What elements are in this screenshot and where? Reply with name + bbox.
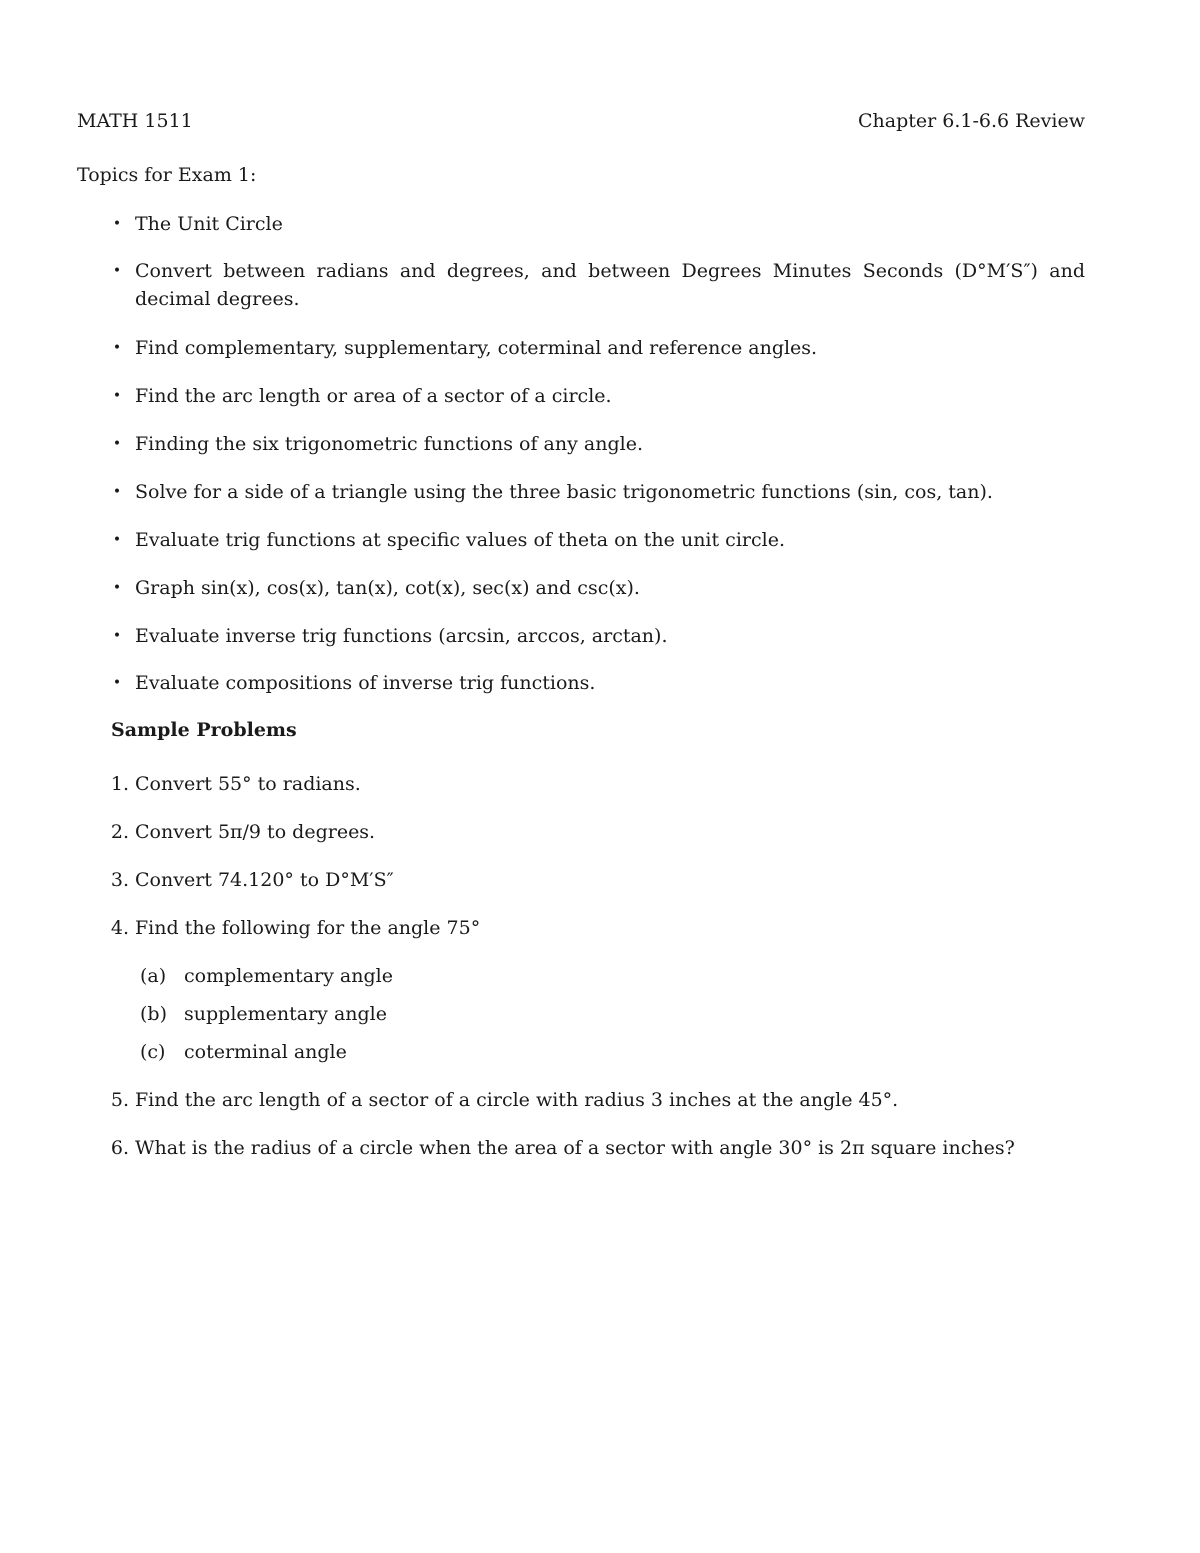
- subproblem-text: complementary angle: [184, 965, 393, 987]
- problem-number: 1.: [110, 773, 129, 795]
- topic-item: [112, 622, 1085, 650]
- topic-item: [112, 257, 1085, 313]
- topic-text: Find the arc length or area of a sector of a circle.: [135, 385, 612, 407]
- topic-text: Graph sin(x), cos(x), tan(x), cot(x), sec(x) and csc(x).: [135, 577, 640, 599]
- problem-item: [110, 771, 1085, 797]
- subproblem-label: (a): [140, 965, 167, 987]
- topic-text: Evaluate compositions of inverse trig functions.: [135, 672, 596, 694]
- topic-item: [112, 478, 1085, 506]
- problem-item: [110, 1087, 1085, 1113]
- problem-text: Convert 74.120° to D°M′S″: [135, 869, 394, 891]
- bullet-icon: •: [112, 263, 122, 279]
- bullet-icon: •: [112, 580, 122, 596]
- problem-number: 4.: [110, 917, 129, 939]
- topic-text: The Unit Circle: [135, 213, 283, 235]
- topic-item: [112, 334, 1085, 362]
- problem-number: 6.: [110, 1137, 129, 1159]
- bullet-icon: •: [112, 388, 122, 404]
- sample-problems-heading: Sample Problems: [111, 719, 297, 741]
- subproblem-text: coterminal angle: [184, 1041, 347, 1063]
- problem-item: [110, 915, 1085, 941]
- bullet-icon: •: [112, 216, 122, 232]
- topic-item: [112, 574, 1085, 602]
- topic-text: Find complementary, supplementary, coterminal and reference angles.: [135, 337, 818, 359]
- problem-number: 3.: [110, 869, 129, 891]
- topic-text: Solve for a side of a triangle using the three basic trigonometric functions (sin, cos, tan).: [135, 481, 993, 503]
- problem-item: [110, 1135, 1085, 1161]
- problem-number: 5.: [110, 1089, 129, 1111]
- subproblem-label: (c): [140, 1041, 166, 1063]
- problem-text: Convert 55° to radians.: [135, 773, 361, 795]
- problem-item: [110, 819, 1085, 845]
- topic-text: Convert between radians and degrees, and between Degrees Minutes Seconds (D°M′S″) and decimal degrees.: [135, 260, 1085, 310]
- topics-intro: Topics for Exam 1:: [77, 164, 257, 186]
- topic-item: [112, 669, 1085, 697]
- bullet-icon: •: [112, 532, 122, 548]
- chapter-title: Chapter 6.1-6.6 Review: [857, 110, 1085, 132]
- bullet-icon: •: [112, 628, 122, 644]
- bullet-icon: •: [112, 340, 122, 356]
- topic-item: [112, 430, 1085, 458]
- bullet-icon: •: [112, 484, 122, 500]
- subproblem-label: (b): [140, 1003, 167, 1025]
- subproblem-text: supplementary angle: [184, 1003, 387, 1025]
- subproblem-item: [140, 1001, 1084, 1027]
- subproblem-item: [140, 963, 1084, 989]
- problem-text: Find the following for the angle 75°: [135, 917, 481, 939]
- topic-item: [112, 526, 1085, 554]
- course-code: MATH 1511: [77, 110, 193, 132]
- bullet-icon: •: [112, 436, 122, 452]
- topic-text: Evaluate trig functions at specific values of theta on the unit circle.: [135, 529, 785, 551]
- topic-text: Finding the six trigonometric functions of any angle.: [135, 433, 643, 455]
- problem-text: Convert 5π/9 to degrees.: [135, 821, 376, 843]
- subproblem-item: [140, 1039, 1084, 1065]
- topic-text: Evaluate inverse trig functions (arcsin, arccos, arctan).: [135, 625, 668, 647]
- bullet-icon: •: [112, 675, 122, 691]
- problem-number: 2.: [110, 821, 129, 843]
- problem-item: [110, 867, 1085, 893]
- topic-item: [112, 382, 1085, 410]
- problem-text: Find the arc length of a sector of a circle with radius 3 inches at the angle 45°.: [135, 1089, 899, 1111]
- topic-item: [112, 210, 1085, 238]
- problem-text: What is the radius of a circle when the area of a sector with angle 30° is 2π square inches?: [135, 1137, 1015, 1159]
